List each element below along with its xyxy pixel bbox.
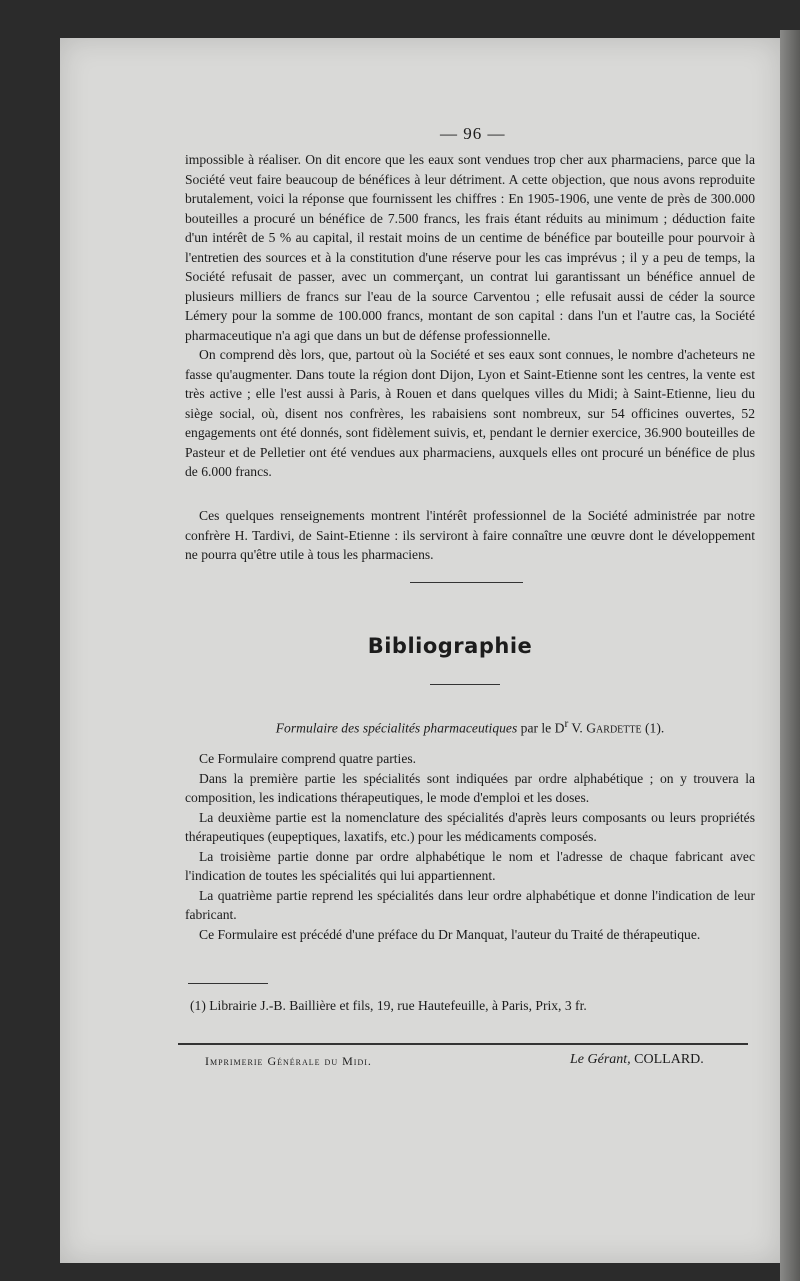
- section-heading: Bibliographie: [367, 634, 533, 658]
- paragraph: On comprend dès lors, que, partout où la Société et ses eaux sont connues, le nombre d'acheteurs ne fasse qu'augmenter. Dans toute la région dont Dijon, Lyon et Saint-Etienne sont les centres, la vente est très active ; elle l'est aussi à Paris, à Rouen et dans quelques villes du Midi; à Saint-Etienne, lieu du siège social, où, disent nos confrères, les rabaisiens sont nombreux, sur 54 officines ouvertes, 52 engagements ont été donnés, sont fidèlement suivis, et, pendant le dernier exercice, 36.900 bouteilles de Pasteur et de Pelletier ont été vendues aux pharmaciens, auxquels elles ont procuré un bénéfice de plus de 6.000 francs.: [185, 347, 755, 479]
- section-divider: [410, 582, 523, 583]
- paragraph: La deuxième partie est la nomenclature des spécialités d'après leurs composants ou leurs propriétés thérapeutiques (eupeptiques, laxatifs, etc.) pour les médicaments composés.: [185, 809, 755, 844]
- title-text: par le D: [517, 720, 565, 736]
- paragraph: Dans la première partie les spécialités sont indiquées par ordre alphabétique ; on y trouvera la composition, les indications thérapeutiques, le mode d'emploi et les doses.: [185, 770, 755, 805]
- page-number: — 96 —: [440, 124, 506, 143]
- paragraph: Ce Formulaire comprend quatre parties.: [199, 751, 417, 766]
- printer-imprint: Imprimerie Générale du Midi.: [205, 1054, 372, 1068]
- bibliography-body: [185, 749, 755, 944]
- paragraph: La troisième partie donne par ordre alphabétique le nom et l'adresse de chaque fabricant avec l'indication de toutes les spécialités qui lui appartiennent.: [185, 848, 755, 883]
- imprint-rule: [178, 1043, 748, 1045]
- manager-name: COLLARD.: [630, 1052, 704, 1067]
- author-name: Gardette: [586, 720, 642, 736]
- paragraph: La quatrième partie reprend les spécialités dans leur ordre alphabétique et donne l'indication de leur fabricant.: [185, 887, 755, 922]
- paragraph: Ce Formulaire est précédé d'une préface du Dr Manquat, l'auteur du Traité de thérapeutique.: [199, 926, 701, 942]
- paragraph: impossible à réaliser. On dit encore que les eaux sont vendues trop cher aux pharmaciens, parce que la Société veut faire beaucoup de bénéfices à leur détriment. A cette objection, que nous avons reproduite brutalement, voici la réponse que fournissent les chiffres : En 1905-1906, une vente de près de 300.000 bouteilles a procuré un bénéfice de 7.500 francs, les frais étant réduits au minimum ; déduction faite d'un intérêt de 5 % au capital, il restait moins de un centime de bénéfice par bouteille pour pourvoir à l'entretien des sources et à la constitution d'une réserve pour les cas imprévus ; il y a peu de temps, la Société refusait de passer, avec un commerçant, un contrat lui garantissant un bénéfice annuel de plusieurs milliers de francs sur l'eau de la source Carventou ; elle refusait aussi de céder la source Lémery pour la somme de 100.000 francs, montant de son capital : dans l'un et l'autre cas, la Société pharmaceutique n'a agi que dans un but de défense professionnelle.: [185, 152, 755, 343]
- article-conclusion: [185, 506, 755, 565]
- book-title: Formulaire des spécialités pharmaceutiques: [275, 720, 518, 736]
- bibliography-entry-title: [185, 718, 755, 737]
- footnote-ref: (1).: [641, 720, 665, 736]
- paragraph: Ces quelques renseignements montrent l'intérêt professionnel de la Société administrée par notre confrère H. Tardivi, de Saint-Etienne : ils serviront à faire connaître une œuvre dont le développement ne pourra qu'être utile à tous les pharmaciens.: [185, 508, 755, 562]
- manager-signature: [570, 1052, 704, 1068]
- heading-underline: [430, 684, 500, 685]
- footnote: (1) Librairie J.-B. Baillière et fils, 19, rue Hautefeuille, à Paris, Prix, 3 fr.: [190, 998, 587, 1013]
- page-edge: [780, 30, 800, 1281]
- manager-label: Le Gérant,: [570, 1052, 631, 1067]
- title-text-2: V.: [568, 720, 587, 736]
- article-body: [185, 150, 755, 482]
- title-sup: r: [564, 718, 569, 730]
- footnote-rule: [188, 983, 268, 984]
